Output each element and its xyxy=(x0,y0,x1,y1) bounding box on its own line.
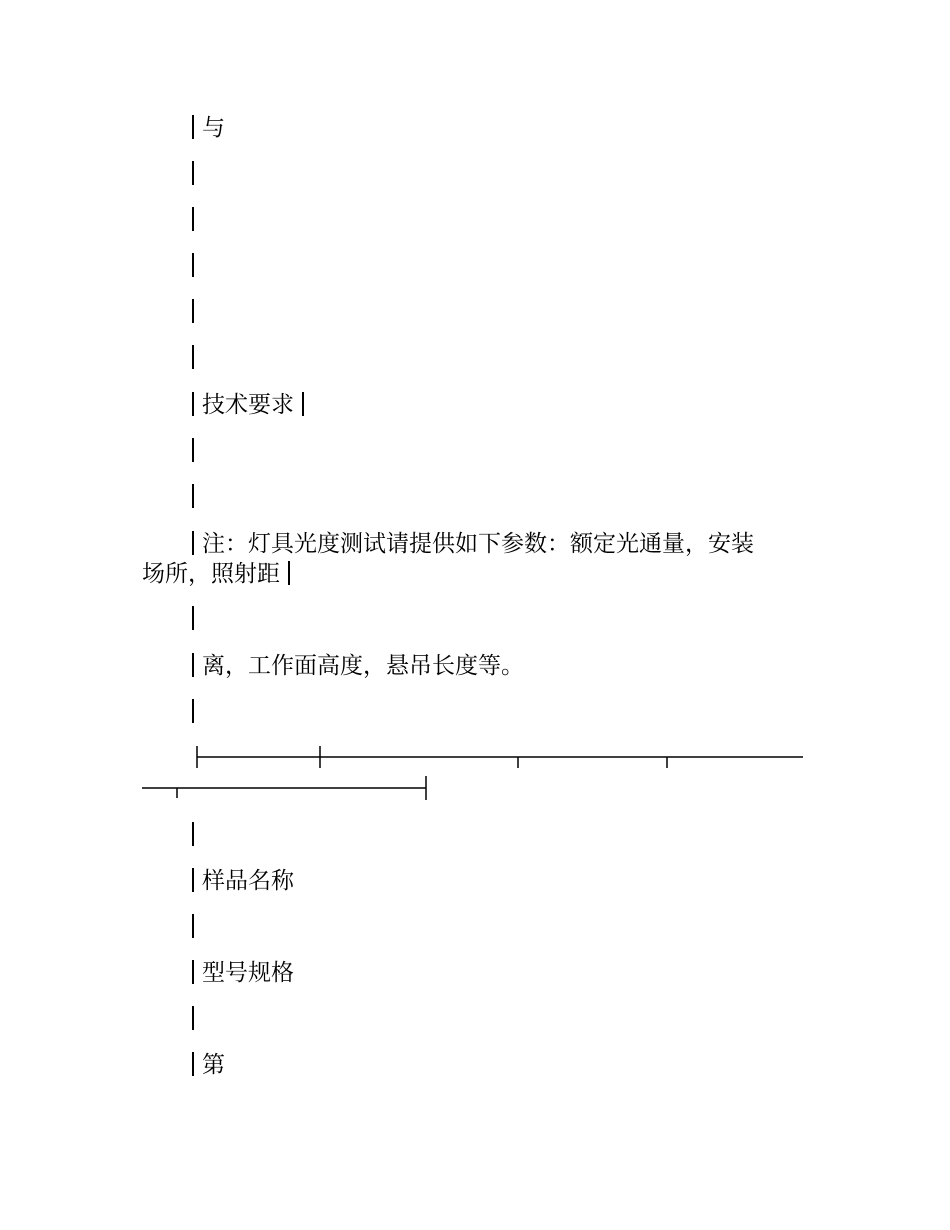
table-border xyxy=(192,868,194,892)
text-model-spec: 型号规格 xyxy=(202,960,294,986)
row-empty xyxy=(192,1004,202,1034)
row-empty xyxy=(192,820,202,850)
note-text-2: 场所，照射距 xyxy=(142,561,280,587)
table-border xyxy=(192,1052,194,1076)
note-text-3: 离，工作面高度，悬吊长度等。 xyxy=(202,653,524,679)
note-text-1: 注：灯具光度测试请提供如下参数：额定光通量，安装 xyxy=(202,531,754,557)
table-border xyxy=(192,960,194,984)
text-di: 第 xyxy=(202,1052,225,1078)
table-border xyxy=(192,1006,194,1030)
row-model-spec xyxy=(192,958,294,988)
row-empty xyxy=(192,912,202,942)
text-tech-req: 技术要求 xyxy=(202,392,294,418)
table-border xyxy=(192,914,194,938)
text-sample-name: 样品名称 xyxy=(202,868,294,894)
table-border xyxy=(192,822,194,846)
row-di xyxy=(192,1050,225,1080)
row-sample-name xyxy=(192,866,294,896)
text-yu: 与 xyxy=(202,115,225,141)
